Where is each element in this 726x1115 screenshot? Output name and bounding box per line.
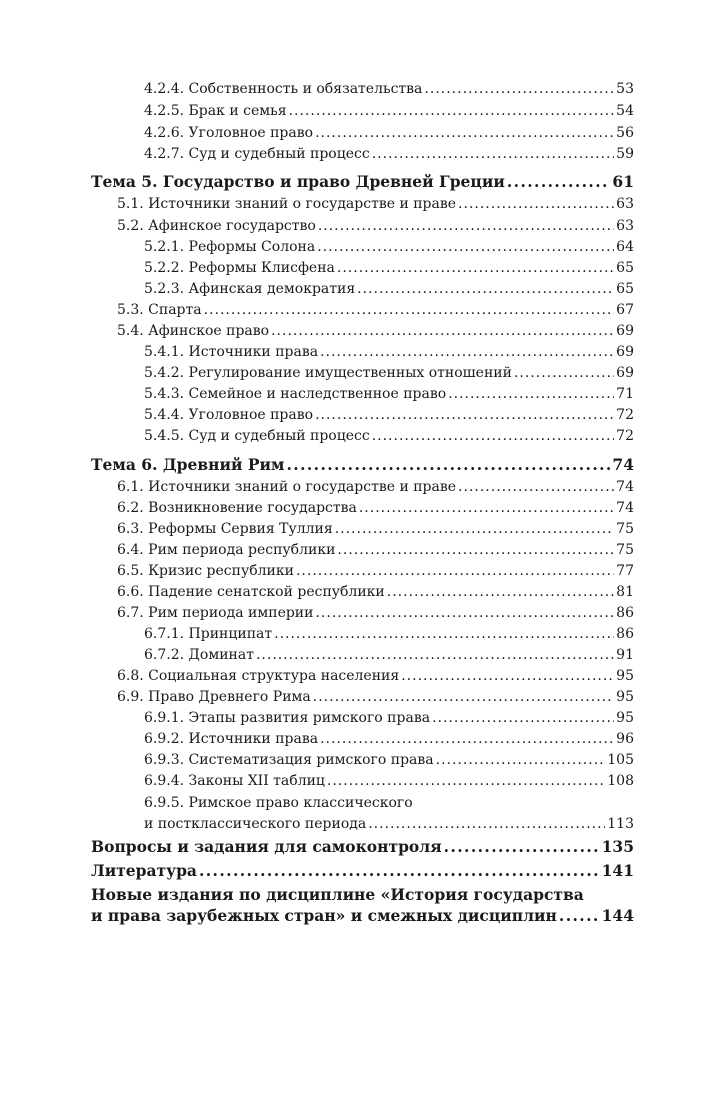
dot-leader [320,342,614,362]
toc-entry-title: 5.2.2. Реформы Клисфена [144,260,335,276]
dot-leader [559,906,600,926]
dot-leader [448,384,614,404]
toc-entry-page: 64 [616,239,634,255]
toc-entry-page: 113 [607,816,634,832]
toc-entry-title: 6.9. Право Древнего Рима [117,689,311,705]
dot-leader [327,771,605,791]
toc-entry [0,498,726,518]
toc-entry-title: 6.7.1. Принципат [144,626,273,642]
toc-entry-page: 71 [616,386,634,402]
toc-entry [0,750,726,770]
dot-leader [458,477,614,497]
dot-leader [318,216,614,236]
toc-entry-title: 5.4. Афинское право [117,323,270,339]
toc-entry-page: 74 [616,479,634,495]
toc-entry [0,729,726,749]
dot-leader [274,624,614,644]
toc-chapter-page: 141 [601,861,634,880]
toc-entry-title: 6.9.1. Этапы развития римского права [144,710,431,726]
toc-entry-title: 5.4.5. Суд и судебный процесс [144,428,370,444]
toc-entry-title: 5.2.3. Афинская демократия [144,281,356,297]
toc-entry-title: 6.1. Источники знаний о государстве и праве [117,479,457,495]
toc-entry [0,300,726,320]
dot-leader [296,561,614,581]
toc-entry-page: 54 [616,103,634,119]
toc-entry [0,194,726,214]
toc-entry-page: 75 [616,521,634,537]
toc-entry [0,624,726,644]
toc-entry-title: 6.4. Рим периода республики [117,542,336,558]
toc-entry [0,771,726,791]
toc-entry-page: 81 [616,584,634,600]
toc-entry-page: 105 [607,752,634,768]
dot-leader [320,729,614,749]
toc-entry-page: 65 [616,260,634,276]
toc-entry-title: 6.3. Реформы Сервия Туллия [117,521,333,537]
toc-entry-title: 6.6. Падение сенатской республики [117,584,385,600]
toc-entry [0,79,726,99]
dot-leader [289,101,615,121]
dot-leader [368,814,605,834]
dot-leader [359,498,614,518]
toc-entry-page: 56 [616,125,634,141]
toc-entry-page: 72 [616,407,634,423]
toc-entry [0,687,726,707]
toc-entry-page: 77 [616,563,634,579]
dot-leader [372,426,614,446]
toc-entry [0,561,726,581]
dot-leader [337,540,614,560]
toc-entry-title-line2: и постклассического периода [144,816,367,832]
toc-chapter [0,172,726,192]
dot-leader [315,123,614,143]
toc-chapter-title: Тема 6. Древний Рим [91,455,285,474]
toc-entry [0,237,726,257]
toc-entry [0,603,726,623]
toc-entry-page: 86 [616,605,634,621]
dot-leader [315,603,614,623]
toc-entry-page: 74 [616,500,634,516]
dot-leader [387,582,614,602]
toc-entry [0,405,726,425]
dot-leader [372,144,614,164]
dot-leader [286,455,610,475]
toc-chapter-title: Литература [91,861,197,880]
toc-entry [0,645,726,665]
toc-entry-title: 5.2. Афинское государство [117,218,316,234]
dot-leader [444,837,600,857]
toc-entry [0,814,726,834]
toc-entry-page: 86 [616,626,634,642]
toc-chapter-page: 74 [612,455,634,474]
toc-chapter-page: 135 [601,837,634,856]
dot-leader [317,237,614,257]
toc-entry-title: 5.4.2. Регулирование имущественных отношений [144,365,512,381]
toc-entry-line1 [0,793,726,813]
dot-leader [514,363,614,383]
toc-entry [0,477,726,497]
toc-entry [0,708,726,728]
dot-leader [315,405,614,425]
toc-entry-page: 108 [607,773,634,789]
toc-entry [0,582,726,602]
toc-entry-page: 69 [616,323,634,339]
toc-entry [0,216,726,236]
toc-chapter-title: Вопросы и задания для самоконтроля [91,837,442,856]
toc-entry [0,123,726,143]
dot-leader [357,279,614,299]
toc-entry [0,363,726,383]
toc-entry [0,101,726,121]
toc-entry-title: 6.8. Социальная структура населения [117,668,400,684]
toc-entry [0,426,726,446]
toc-entry-title: 5.3. Спарта [117,302,202,318]
dot-leader [401,666,614,686]
toc-entry-page: 75 [616,542,634,558]
dot-leader [337,258,614,278]
dot-leader [204,300,615,320]
toc-entry [0,540,726,560]
toc-entry [0,519,726,539]
toc-entry-page: 96 [616,731,634,747]
toc-entry-page: 65 [616,281,634,297]
toc-entry-page: 91 [616,647,634,663]
dot-leader [256,645,614,665]
toc-entry-title: 5.2.1. Реформы Солона [144,239,316,255]
toc-entry-page: 53 [616,81,634,97]
toc-entry-title: 5.4.3. Семейное и наследственное право [144,386,447,402]
toc-entry-page: 69 [616,344,634,360]
toc-entry-title: 6.9.4. Законы XII таблиц [144,773,325,789]
toc-entry-page: 69 [616,365,634,381]
toc-entry [0,258,726,278]
toc-entry [0,666,726,686]
dot-leader [458,194,614,214]
dot-leader [507,172,611,192]
dot-leader [424,79,614,99]
toc-chapter [0,861,726,881]
toc-chapter-page: 144 [601,906,634,925]
toc-entry-title: 4.2.4. Собственность и обязательства [144,81,423,97]
toc-entry-page: 67 [616,302,634,318]
toc-chapter-title-line2: и права зарубежных стран» и смежных дисциплин [91,906,557,925]
toc-entry-title: 4.2.7. Суд и судебный процесс [144,146,370,162]
toc-entry-title: 6.7.2. Доминат [144,647,254,663]
toc-entry-title: 5.1. Источники знаний о государстве и праве [117,196,457,212]
dot-leader [271,321,614,341]
toc-entry-page: 95 [616,689,634,705]
toc-entry-title: 4.2.6. Уголовное право [144,125,314,141]
toc-entry-page: 59 [616,146,634,162]
toc-entry [0,342,726,362]
dot-leader [432,708,614,728]
dot-leader [313,687,614,707]
dot-leader [436,750,606,770]
toc-entry-title-line1: 6.9.5. Римское право классического [144,795,413,811]
toc-entry-title: 6.9.3. Систематизация римского права [144,752,434,768]
toc-entry-title: 6.7. Рим периода империи [117,605,314,621]
toc-chapter-page: 61 [612,172,634,191]
toc-chapter [0,837,726,857]
toc-entry-title: 5.4.4. Уголовное право [144,407,314,423]
toc-entry-title: 6.2. Возникновение государства [117,500,357,516]
toc-chapter [0,906,726,926]
toc-entry-page: 95 [616,668,634,684]
toc-chapter-title-line1: Новые издания по дисциплине «История государства [91,885,584,904]
toc-entry-page: 63 [616,196,634,212]
toc-entry [0,321,726,341]
toc-chapter-line1 [0,885,726,905]
toc-chapter-title: Тема 5. Государство и право Древней Греции [91,172,505,191]
toc-entry-page: 95 [616,710,634,726]
dot-leader [335,519,614,539]
toc-chapter [0,455,726,475]
toc-entry-title: 4.2.5. Брак и семья [144,103,287,119]
toc-entry-page: 72 [616,428,634,444]
toc-entry-title: 5.4.1. Источники права [144,344,319,360]
dot-leader [199,861,600,881]
toc-entry-title: 6.5. Кризис республики [117,563,294,579]
toc-entry [0,279,726,299]
toc-entry-page: 63 [616,218,634,234]
toc-entry-title: 6.9.2. Источники права [144,731,319,747]
toc-entry [0,144,726,164]
toc-entry [0,384,726,404]
